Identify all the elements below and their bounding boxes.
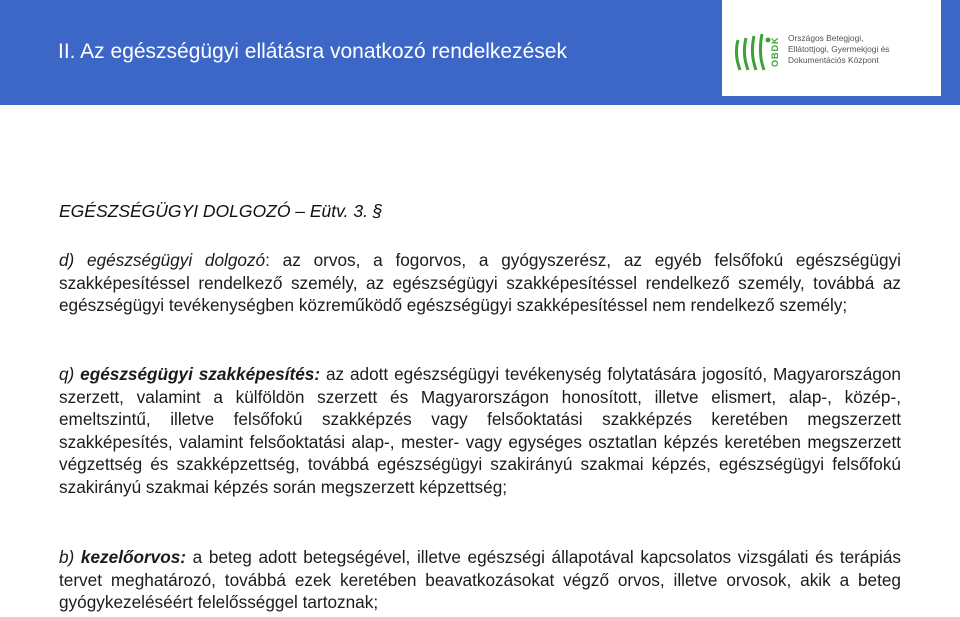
definition-paragraph [59,249,901,317]
paragraph-tag: q) [59,364,81,384]
defined-term: egészségügyi dolgozó [87,250,266,270]
logo-line: Dokumentációs Központ [788,55,879,65]
header-bar [0,0,960,105]
definition-paragraph [59,363,901,499]
logo-line: Országos Betegjogi, [788,33,864,43]
paragraph-tag: b) [59,547,81,567]
definition-text: : az orvos, a fogorvos, a gyógyszerész, az egyéb felsőfokú egészségügyi szakképesítéssel rendelkező személy, az egészségügyi szakképesítéssel rendelkező személy, továbbá az egészségügyi tevékenységben közreműködő egészségügyi szakképesítéssel nem rendelkező személy; [59,250,901,316]
definition-text: a beteg adott betegségével, illetve egészségi állapotával kapcsolatos vizsgálati és terápiás tervet meghatározó, továbbá ezek keretében beavatkozásokat végző orvos, illetve orvosok, akik a beteg gyógykezeléséért felelősséggel tartoznak; [59,547,901,613]
definition-paragraph [59,546,901,614]
paragraph-tag: d) [59,250,88,270]
document-heading: EGÉSZSÉGÜGYI DOLGOZÓ – Eütv. 3. § [59,201,383,221]
definition-text: az adott egészségügyi tevékenység folytatására jogosító, Magyarországon szerzett, valamint a külföldön szerzett és Magyarországon honosított, illetve elismert, alap-, közép-, emeltszintű, illetve felsőfokú szakképzés vagy felsőoktatási szakképzés keretében megszerzett szakképesítés, valamint felsőoktatási alap-, mester- vagy egységes osztatlan képzés keretében megszerzett végzettség és szakképzettség, továbbá egészségügyi szakirányú szakmai képzés, egészségügyi felsőfokú szakirányú szakmai képzés során megszerzett képzettség; [59,364,901,497]
defined-term: egészségügyi szakképesítés: [80,364,321,384]
logo-text [788,33,938,66]
obdk-logo [722,0,941,96]
slide-title: II. Az egészségügyi ellátásra vonatkozó rendelkezések [58,40,567,63]
defined-term: kezelőorvos: [80,547,186,567]
logo-bars-icon [734,30,774,74]
logo-vertical-text: OBDK [770,36,780,68]
logo-line: Ellátottjogi, Gyermekjogi és [788,44,890,54]
